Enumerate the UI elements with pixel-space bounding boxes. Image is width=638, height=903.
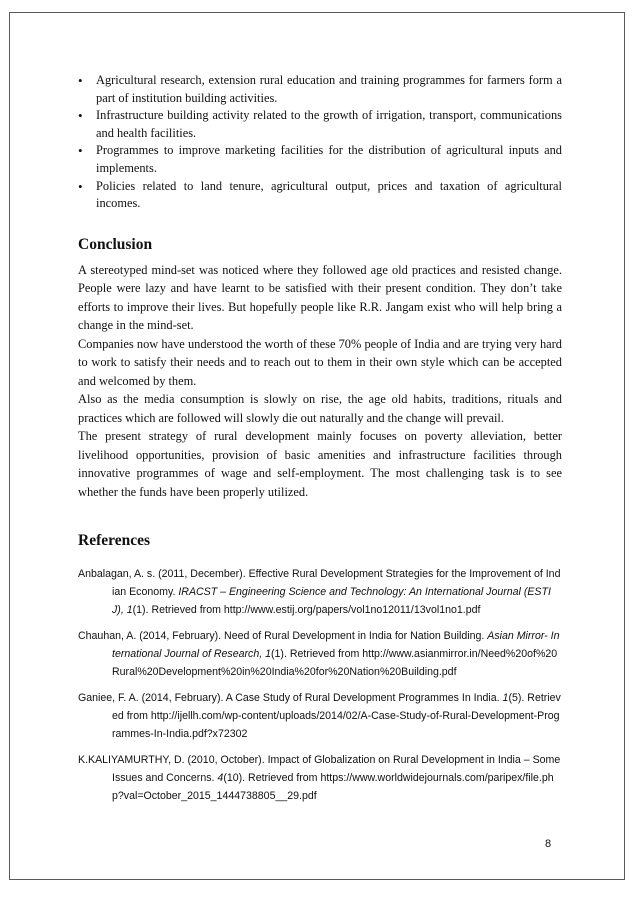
conclusion-paragraph: Also as the media consumption is slowly on rise, the age old habits, traditions, rituals and practices which are followed will slowly die out naturally and the change will prevail. (78, 392, 562, 425)
reference-entry (78, 689, 562, 743)
reference-text: Anbalagan, A. s. (2011, December). Effective Rural Development Strategies for the Improvement of Indian Economy. (78, 568, 561, 599)
bullet-list (78, 72, 562, 213)
reference-journal: 4 (217, 772, 224, 785)
bullet-item: • Policies related to land tenure, agricultural output, prices and taxation of agricultural incomes. (78, 178, 562, 213)
conclusion-paragraph: Companies now have understood the worth of these 70% people of India and are trying very hard to work to satisfy their needs and to reach out to them in their own style which can be accepted and welcomed by them. (78, 336, 562, 388)
reference-journal: Asian Mirror- International Journal of Research, 1 (112, 630, 560, 661)
reference-text: K.KALIYAMURTHY, D. (2010, October). Impact of Globalization on Rural Development in India – Some Issues and Concerns. (78, 754, 561, 785)
conclusion-heading: Conclusion (78, 235, 153, 253)
reference-journal: IRACST – Engineering Science and Technology: An International Journal (ESTIJ), 1 (112, 586, 551, 617)
page-content (78, 72, 562, 813)
reference-entry (78, 565, 562, 619)
reference-text: (5). Retrieved from http://ijellh.com/wp-content/uploads/2014/02/A-Case-Study-of-Rural-Development-Programmes-In-India.pdf?x72302 (112, 692, 561, 741)
conclusion-paragraph: The present strategy of rural development mainly focuses on poverty alleviation, better livelihood opportunities, provision of basic amenities and infrastructure facilities through innovative programmes of wage and self-employment. The most challenging task is to see whether the funds have been properly utilized. (78, 429, 562, 499)
bullet-item: • Infrastructure building activity related to the growth of irrigation, transport, communications and health facilities. (78, 107, 562, 142)
reference-entry (78, 627, 562, 681)
reference-text: Ganiee, F. A. (2014, February). A Case Study of Rural Development Programmes In India. (78, 692, 503, 705)
page-number: 8 (545, 838, 552, 850)
bullet-item: • Agricultural research, extension rural education and training programmes for farmers form a part of institution building activities. (78, 72, 562, 107)
reference-text: Chauhan, A. (2014, February). Need of Rural Development in India for Nation Building. (78, 630, 488, 643)
reference-text: (10). Retrieved from https://www.worldwidejournals.com/paripex/file.php?val=October_2015_1444738805__29.pdf (112, 772, 554, 803)
reference-text: (1). Retrieved from http://www.estij.org/papers/vol1no12011/13vol1no1.pdf (132, 604, 481, 617)
references-heading: References (78, 532, 151, 550)
reference-text: (1). Retrieved from http://www.asianmirror.in/Need%20of%20Rural%20Development%20in%20India%20for%20Nation%20Building.pdf (112, 648, 558, 679)
conclusion-section (78, 235, 562, 502)
conclusion-paragraph: A stereotyped mind-set was noticed where they followed age old practices and resisted change. People were lazy and have learnt to be satisfied with their present condition. They don’t take efforts to improve their lives. But hopefully people like R.R. Jangam exist who will help bring a change in the mind-set. (78, 262, 562, 333)
references-section (78, 531, 562, 805)
reference-journal: 1 (502, 692, 509, 705)
reference-entry (78, 751, 562, 805)
bullet-item: • Programmes to improve marketing facilities for the distribution of agricultural inputs and implements. (78, 142, 562, 177)
